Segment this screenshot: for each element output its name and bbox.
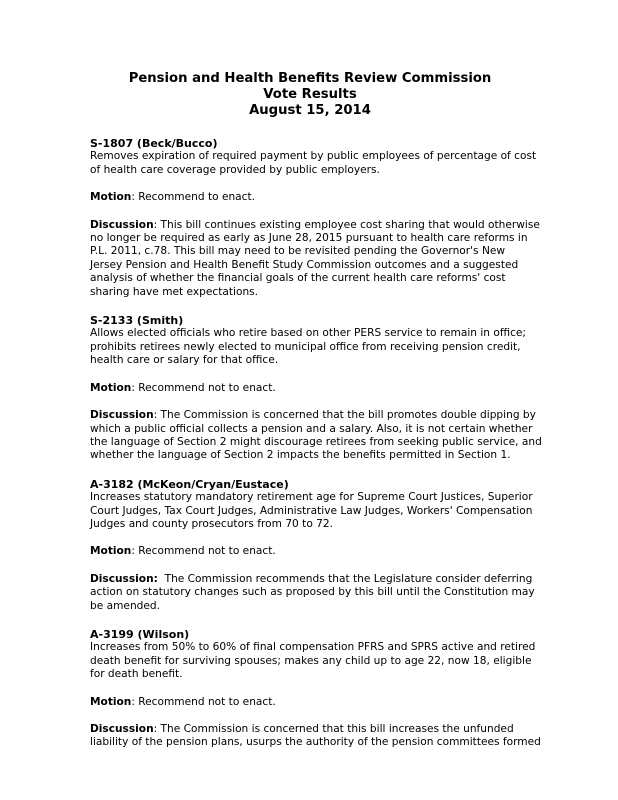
summary-line: Increases from 50% to 60% of final compensation PFRS and SPRS active and retired	[90, 641, 536, 654]
motion-text: : Recommend to enact.	[131, 191, 256, 204]
discussion-line: the language of Section 2 might discourage retirees from seeking public service, and	[90, 435, 542, 448]
bill-discussion	[90, 409, 542, 463]
bill-motion	[90, 191, 530, 204]
bill-summary	[90, 491, 533, 531]
document-title	[90, 71, 530, 119]
bill-s-2133	[90, 314, 542, 463]
bill-motion	[90, 696, 530, 709]
motion-label: Motion	[90, 695, 132, 708]
bill-discussion	[90, 723, 541, 750]
discussion-label: Discussion	[90, 218, 154, 231]
discussion-label: Discussion	[90, 409, 154, 422]
discussion-line: be amended.	[90, 599, 160, 612]
bill-motion	[90, 545, 530, 558]
discussion-line: sharing have met expectations.	[90, 285, 259, 298]
bill-heading: A-3199 (Wilson)	[90, 627, 190, 641]
document-page	[90, 71, 542, 750]
summary-line: Removes expiration of required payment by public employees of percentage of cost	[90, 150, 537, 163]
title-vote-results: Vote Results	[263, 87, 357, 102]
discussion-line: Jersey Pension and Health Benefit Study Commission outcomes and a suggested	[90, 258, 519, 271]
summary-line: of health care coverage provided by public employers.	[90, 163, 380, 176]
summary-line: Increases statutory mandatory retirement age for Supreme Court Justices, Superior	[90, 491, 533, 504]
title-date: August 15, 2014	[249, 103, 371, 118]
motion-label: Motion	[90, 191, 132, 204]
bill-s-1807	[90, 137, 540, 299]
bill-a-3182	[90, 477, 535, 613]
discussion-line: which a public official collects a pension and a salary. Also, it is not certain whether	[90, 422, 533, 435]
bill-discussion	[90, 572, 535, 613]
motion-label: Motion	[90, 381, 132, 394]
discussion-line: The Commission recommends that the Legislature consider deferring	[157, 572, 533, 585]
summary-line: prohibits retirees newly elected to municipal office from receiving pension credit,	[90, 340, 521, 353]
discussion-label: Discussion:	[90, 572, 158, 585]
summary-line: death benefit for surviving spouses; makes any child up to age 22, now 18, eligible	[90, 654, 532, 667]
summary-line: for death benefit.	[90, 668, 183, 681]
bill-a-3199	[90, 627, 541, 750]
bill-summary	[90, 150, 537, 177]
bill-motion	[90, 382, 530, 395]
discussion-label: Discussion	[90, 723, 154, 735]
summary-line: health care or salary for that office.	[90, 354, 279, 367]
motion-text: : Recommend not to enact.	[131, 695, 276, 708]
discussion-line: : This bill continues existing employee cost sharing that would otherwise	[153, 218, 540, 231]
bill-heading: S-1807 (Beck/Bucco)	[90, 137, 218, 150]
bill-summary	[90, 327, 530, 367]
discussion-line: liability of the pension plans, usurps the authority of the pension committees formed	[90, 736, 541, 749]
motion-text: : Recommend not to enact.	[131, 545, 276, 558]
discussion-line: : The Commission is concerned that the bill promotes double dipping by	[153, 409, 536, 422]
bill-discussion	[90, 218, 540, 299]
summary-line: Judges and county prosecutors from 70 to 72.	[90, 517, 334, 530]
bill-heading: S-2133 (Smith)	[90, 314, 184, 328]
discussion-line: action on statutory changes such as proposed by this bill until the Constitution may	[90, 586, 535, 599]
discussion-line: P.L. 2011, c.78. This bill may need to be revisited pending the Governor's New	[90, 245, 506, 258]
motion-text: : Recommend not to enact.	[131, 381, 276, 394]
discussion-line: no longer be required as early as June 28, 2015 pursuant to health care reforms in	[90, 232, 528, 245]
discussion-line: analysis of whether the financial goals of the current health care reforms' cost	[90, 272, 506, 285]
title-commission: Pension and Health Benefits Review Commission	[128, 71, 492, 86]
discussion-line: whether the language of Section 2 impacts the benefits permitted in Section 1.	[90, 449, 511, 462]
motion-label: Motion	[90, 545, 132, 558]
discussion-line: : The Commission is concerned that this bill increases the unfunded	[153, 723, 514, 735]
summary-line: Allows elected officials who retire based on other PERS service to remain in office;	[90, 327, 527, 340]
bill-heading: A-3182 (McKeon/Cryan/Eustace)	[90, 477, 289, 491]
summary-line: Court Judges, Tax Court Judges, Administrative Law Judges, Workers' Compensation	[90, 504, 533, 517]
bill-summary	[90, 641, 536, 681]
